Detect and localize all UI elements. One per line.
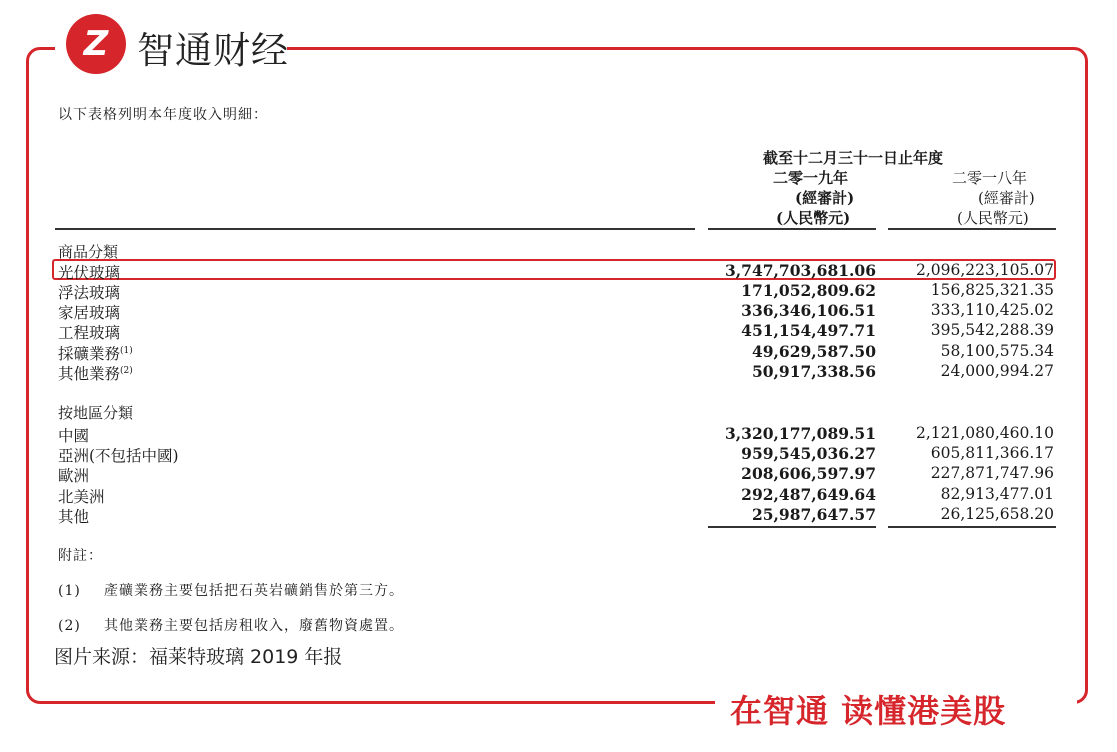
table-row [58,281,1058,301]
header-rule-label [55,228,695,230]
table-row [58,424,1058,444]
brand-slogan: 在智通 读懂港美股 [730,692,1007,730]
footnote-marker: (2) [120,365,133,376]
table-row [58,301,1058,321]
total-rule-2019 [708,526,876,528]
value-2018: 227,871,747.96 [930,464,1054,482]
col2018-year: 二零一八年 [952,169,1028,187]
row-label: 亞洲(不包括中國) [58,447,179,465]
row-label: 浮法玻璃 [58,284,121,302]
col2019-unit: (人民幣元) [776,209,851,227]
brand-name: 智通财经 [137,29,289,72]
value-2018: 26,125,658.20 [940,505,1054,523]
value-2018: 2,096,223,105.07 [915,261,1054,279]
value-2018: 605,811,366.17 [930,444,1054,462]
footnote-marker: (1) [120,345,133,356]
value-2019: 336,346,106.51 [741,301,876,320]
image-source: 图片来源：福莱特玻璃 2019 年报 [54,646,343,668]
value-2018: 395,542,288.39 [930,321,1054,339]
region-section-title: 按地區分類 [58,404,134,422]
col2018-unit: (人民幣元) [957,209,1029,227]
value-2018: 82,913,477.01 [940,485,1054,503]
row-label: 中國 [58,427,90,445]
header-rule-2019 [708,228,876,230]
value-2019: 50,917,338.56 [751,362,876,381]
value-2019: 959,545,036.27 [741,444,876,463]
note-item [58,615,404,635]
table-row [58,362,1058,382]
note-number: (1) [58,583,81,599]
value-2019: 3,747,703,681.06 [724,261,876,280]
value-2019: 171,052,809.62 [741,281,876,300]
total-rule-2018 [888,526,1056,528]
value-2018: 2,121,080,460.10 [915,424,1054,442]
row-label: 採礦業務$^{(1)}$ [58,345,133,363]
row-label: 光伏玻璃 [58,264,121,282]
notes-title: 附註： [58,548,103,564]
value-2019: 451,154,497.71 [741,321,876,340]
row-label: 工程玻璃 [58,324,121,342]
table-row [58,444,1058,464]
brand-logo-icon: Z [66,14,126,74]
row-label: 北美洲 [58,488,105,506]
value-2018: 24,000,994.27 [940,362,1054,380]
col2019-year: 二零一九年 [773,169,849,187]
col2019-audit: (經審計) [795,189,855,207]
table-row [58,505,1058,525]
table-row [58,464,1058,484]
value-2018: 156,825,321.35 [930,281,1054,299]
row-label: 歐洲 [58,467,90,485]
table-row [58,261,1058,281]
value-2019: 49,629,587.50 [751,342,876,361]
product-section-title: 商品分類 [58,243,119,261]
row-label: 家居玻璃 [58,304,121,322]
note-item [58,580,404,600]
table-row [58,342,1058,362]
note-number: (2) [58,618,81,634]
value-2019: 25,987,647.57 [751,505,876,524]
header-rule-2018 [888,228,1056,230]
table-row [58,485,1058,505]
value-2018: 333,110,425.02 [930,301,1054,319]
row-label: 其他 [58,508,90,526]
period-header: 截至十二月三十一日止年度 [763,149,944,167]
row-label: 其他業務$^{(2)}$ [58,365,133,383]
table-row [58,321,1058,341]
value-2018: 58,100,575.34 [940,342,1054,360]
value-2019: 208,606,597.97 [741,464,876,483]
value-2019: 292,487,649.64 [741,485,876,504]
note-text: 產礦業務主要包括把石英岩礦銷售於第三方。 [104,583,404,599]
col2018-audit: (經審計) [978,189,1035,207]
value-2019: 3,320,177,089.51 [724,424,876,443]
intro-text: 以下表格列明本年度收入明細： [58,107,268,123]
note-text: 其他業務主要包括房租收入，廢舊物資處置。 [104,618,404,634]
